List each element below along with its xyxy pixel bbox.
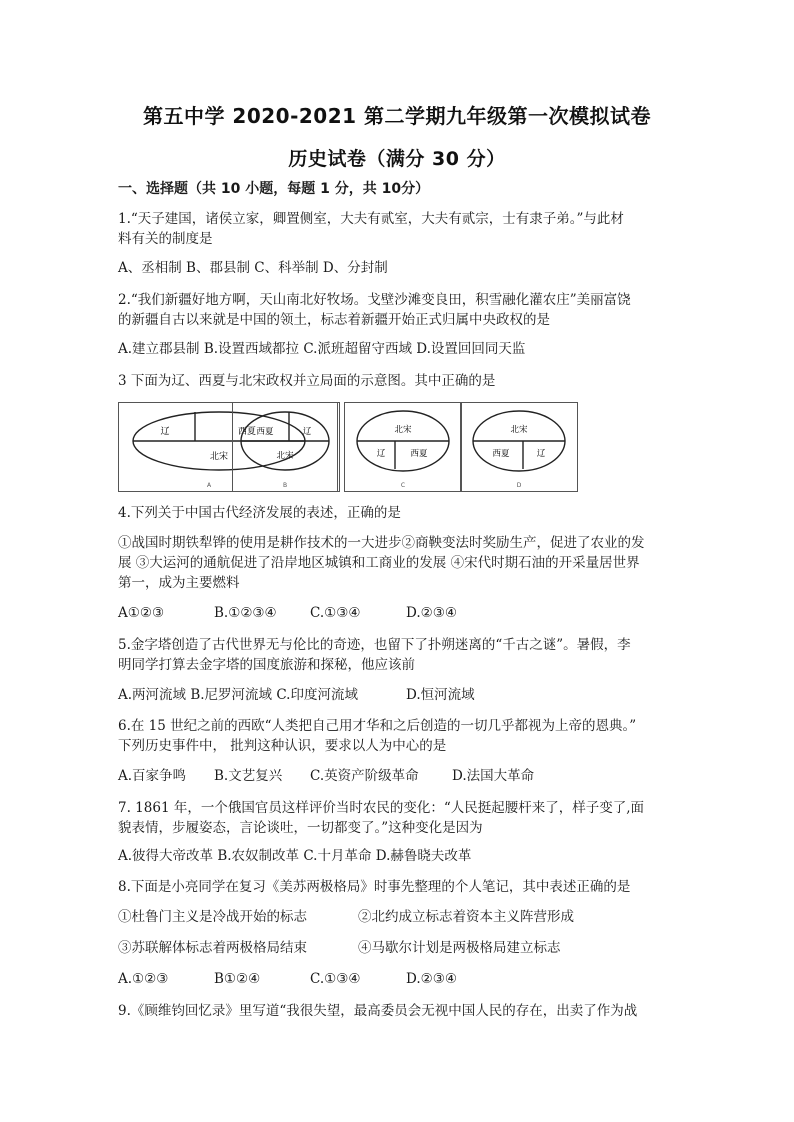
q4-item-line3: 第一，成为主要燃料 (118, 575, 240, 591)
fig-b-label: B (282, 482, 288, 489)
q6-option-a: A.百家争鸣 (118, 768, 187, 784)
q5-stem-line1: 5.金字塔创造了古代世界无与伦比的奇迹，也留下了扑朔迷离的“千古之谜”。暑假，李 (118, 637, 631, 653)
section-heading: 一、选择题（共 10 小题，每题 1 分，共 10分） (118, 181, 430, 197)
q7-stem-line1: 7. 1861 年，一个俄国官员这样评价当时农民的变化：“人民挺起腰杆来了，样子变了,面 (118, 800, 645, 816)
q1-stem-line1: 1.“天子建国，诸侯立家，卿置侧室，大夫有贰室，大夫有贰宗，士有隶子弟。”与此材 (118, 211, 624, 227)
fig-a-top-right: 西夏 (237, 427, 257, 437)
exam-subtitle: 历史试卷（满分 30 分） (288, 148, 506, 170)
q7-options: A.彼得大帝改革 B.农奴制改革 C.十月革命 D.赫鲁晓夫改革 (118, 848, 472, 864)
exam-title: 第五中学 2020-2021 第二学期九年级第一次模拟试卷 (142, 104, 652, 128)
q4-option-c: C.①③④ (310, 605, 361, 621)
q9-stem-line1: 9.《顾维钧回忆录》里写道“我很失望，最高委员会无视中国人民的存在，出卖了作为战 (118, 1003, 638, 1019)
q4-option-a: A①②③ (118, 605, 165, 621)
fig-d-label: D (516, 482, 522, 489)
fig-b-top-left: 西夏 (256, 427, 274, 437)
figure-c-diagram (345, 403, 461, 491)
fig-c-top: 北宋 (394, 425, 412, 435)
q6-stem-line1: 6.在 15 世纪之前的西欧“人类把自己用才华和之后创造的一切几乎都视为上帝的恩典。” (118, 718, 637, 734)
q8-item-1: ①杜鲁门主义是冷战开始的标志 (118, 909, 307, 925)
q8-stem: 8.下面是小亮同学在复习《美苏两极格局》时事先整理的个人笔记，其中表述正确的是 (118, 879, 631, 895)
q8-option-d: D.②③④ (406, 971, 457, 987)
q3-figure-c (344, 402, 462, 492)
q2-stem-line2: 的新疆自古以来就是中国的领土，标志着新疆开始正式归属中央政权的是 (118, 312, 550, 328)
q4-option-d: D.②③④ (406, 605, 457, 621)
fig-c-bottom-right: 西夏 (410, 449, 428, 459)
q4-item-line2: 展 ③大运河的通航促进了沿岸地区城镇和工商业的发展 ④宋代时期石油的开采量居世界 (118, 555, 640, 571)
q2-stem-line1: 2.“我们新疆好地方啊，天山南北好牧场。戈壁沙滩变良田，积雪融化灌农庄”美丽富饶 (118, 292, 631, 308)
figure-d-diagram (461, 403, 577, 491)
fig-d-top: 北宋 (510, 425, 528, 435)
q3-figure-d (460, 402, 578, 492)
q5-option-d: D.恒河流域 (406, 687, 475, 703)
q1-options: A、丞相制 B、郡县制 C、科举制 D、分封制 (118, 260, 388, 276)
q8-item-4: ④马歇尔计划是两极格局建立标志 (358, 940, 561, 956)
q8-option-a: A.①②③ (118, 971, 169, 987)
q6-stem-line2: 下列历史事件中， 批判这种认识，要求以人为中心的是 (118, 738, 447, 754)
q6-option-d: D.法国大革命 (452, 768, 535, 784)
q2-options: A.建立郡县制 B.设置西域都拉 C.派班超留守西域 D.设置回回同天监 (118, 341, 526, 357)
q4-option-b: B.①②③④ (214, 605, 277, 621)
q6-option-c: C.英资产阶级革命 (310, 768, 419, 784)
fig-c-bottom-left: 辽 (376, 449, 386, 459)
figure-b-diagram (233, 403, 339, 491)
q4-item-line1: ①战国时期铁犁铧的使用是耕作技术的一大进步②商鞅变法时奖励生产，促进了农业的发 (118, 535, 645, 551)
q8-option-b: B①②④ (214, 971, 261, 987)
q5-stem-line2: 明同学打算去金字塔的国度旅游和探秘，他应该前 (118, 657, 415, 673)
q3-figure-b (232, 402, 340, 492)
fig-a-bottom: 北宋 (209, 452, 229, 462)
fig-b-bottom: 北宋 (276, 451, 294, 461)
q1-stem-line2: 料有关的制度是 (118, 231, 213, 247)
fig-b-top-right: 辽 (302, 427, 312, 437)
q5-options: A.两河流域 B.尼罗河流域 C.印度河流域 (118, 687, 358, 703)
q6-option-b: B.文艺复兴 (214, 768, 283, 784)
q8-item-2: ②北约成立标志着资本主义阵营形成 (358, 909, 574, 925)
fig-d-bottom-right: 辽 (536, 449, 546, 459)
fig-a-top-left: 辽 (160, 427, 170, 437)
q7-stem-line2: 貌表情，步履姿态，言论谈吐，一切都变了。”这种变化是因为 (118, 820, 483, 836)
q8-option-c: C.①③④ (310, 971, 361, 987)
q3-stem: 3 下面为辽、西夏与北宋政权并立局面的示意图。其中正确的是 (118, 373, 496, 389)
q8-item-3: ③苏联解体标志着两极格局结束 (118, 940, 307, 956)
fig-c-label: C (400, 482, 406, 489)
fig-a-label: A (206, 482, 212, 489)
fig-d-bottom-left: 西夏 (492, 449, 510, 459)
q4-stem: 4.下列关于中国古代经济发展的表述，正确的是 (118, 505, 401, 521)
